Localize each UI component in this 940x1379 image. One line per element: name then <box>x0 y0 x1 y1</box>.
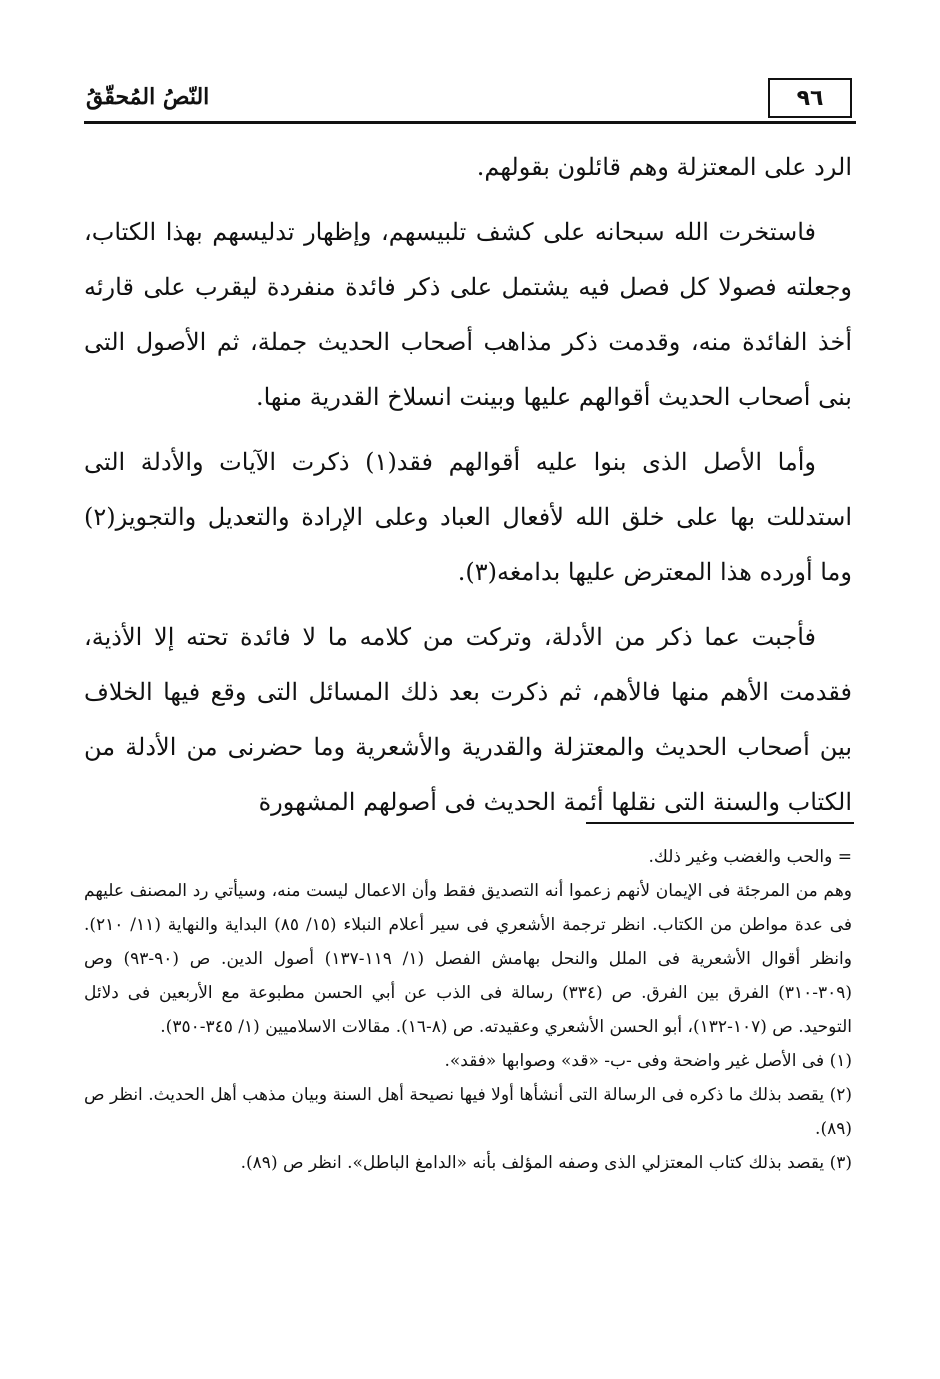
paragraph: فأجبت عما ذكر من الأدلة، وتركت من كلامه ما لا فائدة تحته إلا الأذية، فقدمت الأهم منها فالأهم، ثم ذكرت بعد ذلك المسائل التى وقع فيها الخلاف بين أصحاب الحديث والمعتزلة والقدرية والأشعرية وما حضرنى من الأدلة من الكتاب والسنة التى نقلها أئمة الحديث فى أصولهم المشهورة <box>84 623 852 816</box>
main-text <box>84 140 852 840</box>
footnote-3: (٣) يقصد بذلك كتاب المعتزلي الذى وصفه المؤلف بأنه «الدامغ الباطل». انظر ص (٨٩). <box>240 1153 852 1173</box>
page-number: ٩٦ <box>768 78 852 118</box>
page-header <box>84 72 856 124</box>
paragraph: فاستخرت الله سبحانه على كشف تلبيسهم، وإظهار تدليسهم بهذا الكتاب، وجعلته فصولا كل فصل فيه يشتمل على ذكر فائدة منفردة ليقرب على قارئه أخذ الفائدة منه، وقدمت ذكر مذاهب أصحاب الحديث جملة، ثم الأصول التى بنى أصحاب الحديث أقوالهم عليها وبينت انسلاخ القدرية منها. <box>84 218 852 411</box>
header-rule <box>84 121 856 124</box>
footnotes <box>84 840 852 1180</box>
paragraph: الرد على المعتزلة وهم قائلون بقولهم. <box>476 153 852 181</box>
running-title: النّصُ المُحقّقُ <box>86 84 210 110</box>
paragraph: وأما الأصل الذى بنوا عليه أقوالهم فقد(١) ذكرت الآيات والأدلة التى استدللت بها على خلق الله لأفعال العباد وعلى الإرادة والتعديل والتجويز(٢) وما أورده هذا المعترض عليها بدامغه(٣). <box>84 448 852 586</box>
footnote-continuation: = والحب والغضب وغير ذلك. <box>648 847 852 867</box>
footnote-continuation: وهم من المرجئة فى الإيمان لأنهم زعموا أنه التصديق فقط وأن الاعمال ليست منه، وسيأتي رد المصنف عليهم فى عدة مواطن من الكتاب. انظر ترجمة الأشعري فى سير أعلام النبلاء (١٥/ ٨٥) البداية والنهاية (١١/ ٢١٠). وانظر أقوال الأشعرية فى الملل والنحل بهامش الفصل (١/ ١١٩-١٣٧) أصول الدين. ص (٩٠-٩٣) وص (٣٠٩-٣١٠) الفرق بين الفرق. ص (٣٣٤) رسالة فى الذب عن أبي الحسن مطبوعة مع الأربعين فى دلائل التوحيد. ص (١٠٧-١٣٢)، أبو الحسن الأشعري وعقيدته. ص (٨-١٦). مقالات الاسلاميين (١/ ٣٤٥-٣٥٠). <box>84 881 853 1037</box>
footnote-1: (١) فى الأصل غير واضحة وفى -ب- «قد» وصوابها «فقد». <box>444 1051 852 1071</box>
footnote-separator <box>586 822 854 824</box>
footnote-2: (٢) يقصد بذلك ما ذكره فى الرسالة التى أنشأها أولا فيها نصيحة أهل السنة وبيان مذهب أهل الحديث. انظر ص (٨٩). <box>84 1085 852 1139</box>
